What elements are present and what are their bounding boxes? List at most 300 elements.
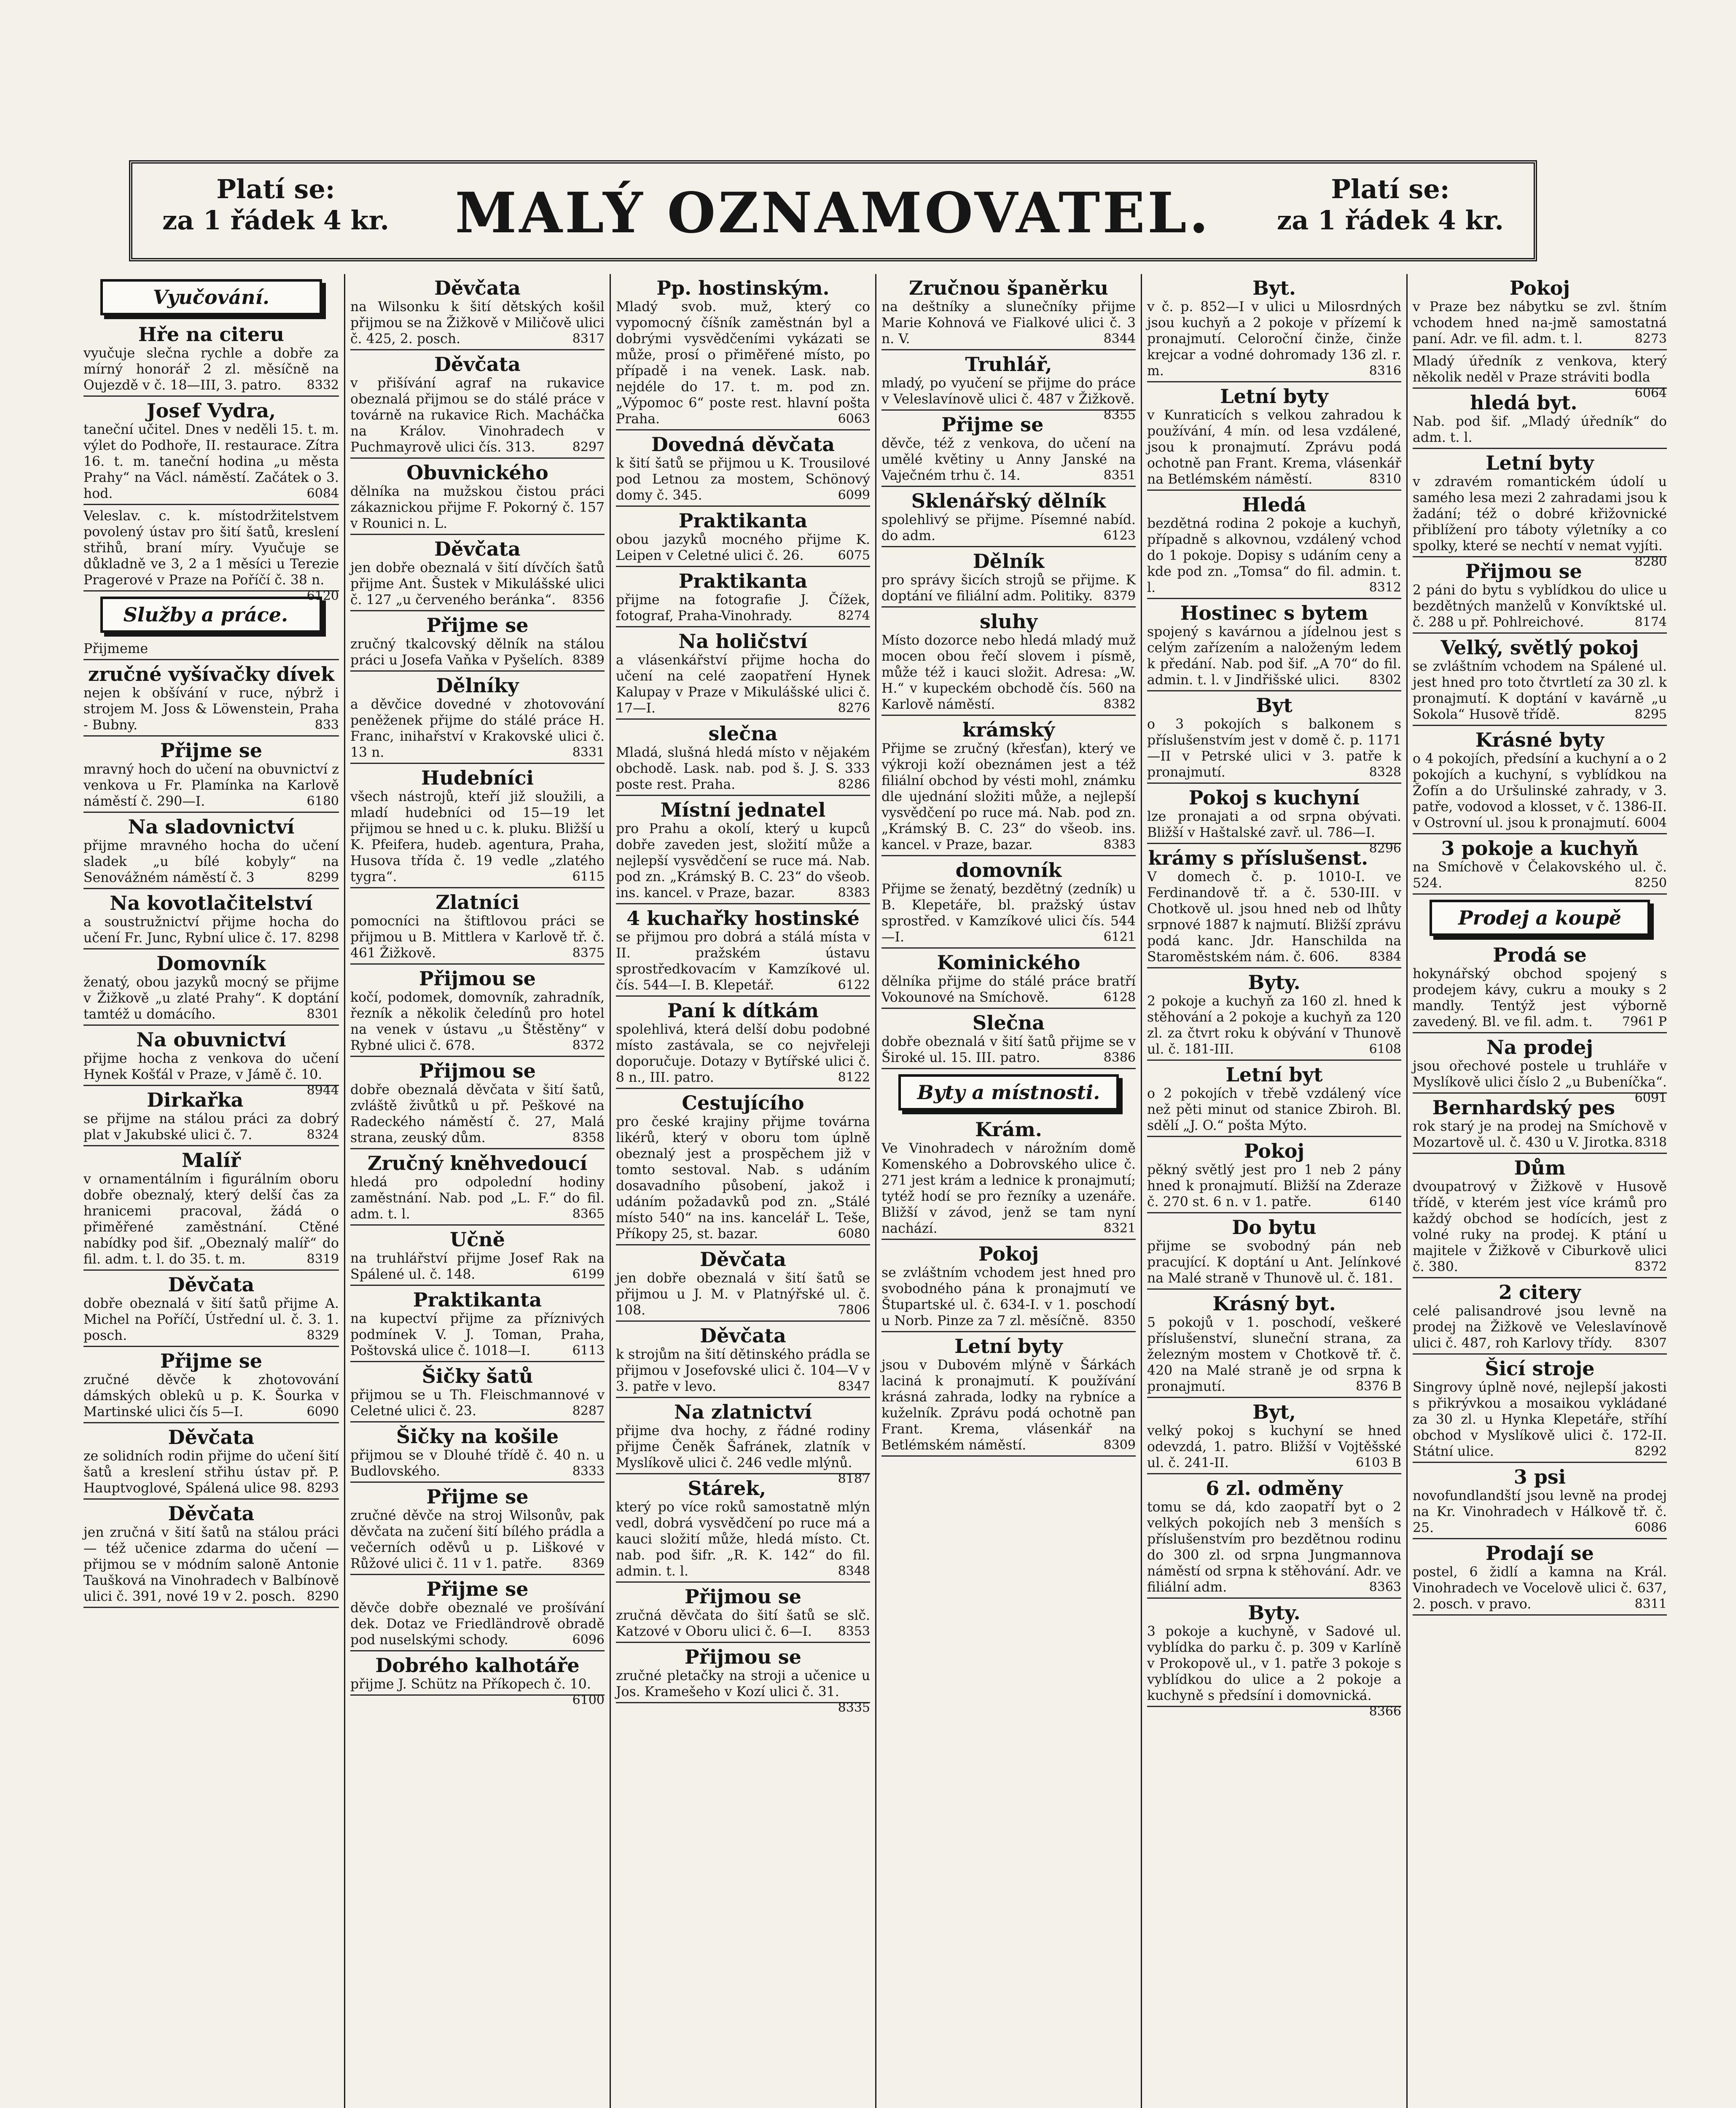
classified-ad: [616, 430, 870, 507]
ad-text: přijmou se u Th. Fleischmannové v Celetné ulici č. 23.: [350, 1387, 605, 1419]
classified-ad: [881, 856, 1136, 949]
ad-number: 8356: [572, 592, 605, 607]
ad-text: tomu se dá, kdo zaopatří byt o 2 velkých pokojích neb 3 menších s příslušenstvím pro bezdětnou rodinu do 300 zl. od srpna Jungmannova náměstí od srpna k stěhování. Adr. ve filiální adm.: [1147, 1500, 1401, 1595]
ad-number: 8276: [838, 701, 870, 715]
ad-headline: Truhlář,: [965, 353, 1052, 376]
ad-headline: zručné vyšívačky dívek: [88, 663, 335, 686]
ad-body: [881, 1034, 1136, 1066]
ad-headline: Děvčata: [168, 1502, 255, 1525]
ad-text: 5 pokojů v 1. poschodí, veškeré příslušenství, sluneční strana, za železným mostem v Chotkově tř. č. 420 na Malé straně je od srpna k pronajmutí.: [1147, 1315, 1401, 1394]
classified-ad: [83, 1271, 339, 1347]
ad-body: [1147, 1315, 1401, 1395]
ad-text: obou jazyků mocného přijme K. Leipen v Celetné ulici č. 26.: [616, 532, 870, 563]
ad-headline: Přijme se: [160, 739, 263, 762]
ad-body: [83, 1171, 339, 1267]
classified-ad: [83, 660, 339, 737]
ad-body: [881, 1357, 1136, 1453]
ad-text: novofundlandští jsou levně na prodej na Kr. Vinohradech v Hálkově tř. č. 25.: [1413, 1488, 1667, 1535]
ad-text: dělníka na mužskou čistou práci zákaznickou přijme F. Pokorný č. 157 v Rounici n. L.: [350, 484, 605, 531]
ad-headline: Pokoj: [1244, 1140, 1305, 1162]
ad-text: Přijme se zručný (křesťan), který ve výkroji koží obeznámen jest a též filiální obchod by vésti mohl, známku dle ujednání složiti může, a nejlepší vysvědčení po ruce má. Nab. pod zn. „Krámský B. C. 23“ do všeob. ins. kancel. v Praze, bazar.: [881, 741, 1136, 852]
ad-number: 6063: [838, 411, 870, 426]
ad-number: 6115: [572, 869, 605, 884]
ad-text: v zdravém romantickém údolí u samého lesa mezi 2 zahradami jsou k žadání; též o dobré křižovnické přiblížení pro táboty výletníky a co spolky, které se nechtí v nemat vyjíti.: [1413, 474, 1667, 554]
ad-body: [83, 1111, 339, 1143]
ad-headline: Zručný kněhvedoucí: [367, 1152, 588, 1175]
classified-ad: [1413, 1463, 1667, 1539]
ad-text: zručné děvče k zhotovování dámských oblekû u p. K. Šourka v Martinské ulici čís 5—I.: [83, 1372, 339, 1420]
price-note-left-bottom: za 1 řádek 4 kr.: [162, 205, 390, 236]
ad-number: 8353: [838, 1624, 870, 1639]
ad-body: [1413, 582, 1667, 630]
ad-body: [881, 632, 1136, 713]
ad-text: a děvčice dovedné v zhotovování peněženek přijme do stálé práce H. Franc, inihařství v Krakovské ulici č. 13 n.: [350, 697, 605, 760]
ad-number: 6128: [1103, 990, 1136, 1005]
ad-text: v přišívání agraf na rukavice obeznalá přijmou se do stálé práce v továrně na rukavice Rich. Macháčka na Králov. Vinohradech v Puchmayrově ulici čís. 313.: [350, 376, 605, 455]
ad-body: [881, 741, 1136, 853]
classified-ad: [616, 627, 870, 720]
ad-body: [1413, 859, 1667, 891]
ad-body: [350, 1676, 605, 1707]
classified-ad: [83, 889, 339, 949]
ad-text: k šití šatů se přijmou u K. Trousilové pod Letnou za mostem, Schönový domy č. 345.: [616, 456, 870, 503]
ad-text: Singrovy úplně nové, nejlepší jakosti s přikrývkou a mosaikou vykládané za 30 zl. u Hynka Klepetáře, stříhí obchod v Myslíkově ulici č. 172-II. Státní ulice.: [1413, 1380, 1667, 1459]
ad-headline: Na obuvnictví: [136, 1028, 286, 1051]
ad-body: [350, 1082, 605, 1146]
ad-body: [616, 455, 870, 503]
ad-body: [350, 1311, 605, 1359]
ad-body: [1147, 1086, 1401, 1134]
ad-headline: Zlatníci: [435, 891, 519, 914]
ad-text: rok starý je na prodej na Smíchově v Mozartově ul. č. 430 u V. Jirotka.: [1413, 1119, 1667, 1150]
ad-body: [350, 913, 605, 961]
ad-text: dvoupatrový v Žižkově v Husově třídě, v kterém jest více krámů pro každý obchod se hodících, jest z volné ruky na prodej. K ptání u majitele v Žižkově v Ciburkově ulici č. 380.: [1413, 1179, 1667, 1274]
ad-text: v Kunraticích s velkou zahradou k používání, 4 mín. od lesa vzdálené, jsou k pronajmutí. Zprávu podá ochotně pan Frant. Krema, vlásenkář na Betlémském náměstí.: [1147, 408, 1401, 487]
ad-text: všech nástrojů, kteří již sloužili, a mladí hudebníci od 15—19 let přijmou se hned u c. k. pluku. Bližší u K. Pfeifera, hudeb. agentura, Praha, Husova třída č. 19 vedle „zlatého tygra“.: [350, 789, 605, 885]
ad-number: 8287: [572, 1404, 605, 1418]
ad-column: [1141, 274, 1406, 2108]
classified-ad: [1413, 726, 1667, 834]
classified-ad: [1413, 1094, 1667, 1154]
ad-number: 8382: [1103, 697, 1136, 712]
section-heading: Prodej a koupě: [1430, 900, 1650, 936]
ad-headline: Byt.: [1252, 277, 1296, 299]
classified-ad: [616, 507, 870, 567]
ad-body: [616, 532, 870, 564]
ad-body: [1413, 353, 1667, 401]
ad-headline: Děvčata: [434, 538, 521, 560]
ad-text: v č. p. 852—I v ulici u Milosrdných jsou kuchyň a 2 pokoje v přízemí k pronajmutí. Celoroční činže, činže krejcar a vodné dohromady 136 zl. r. m.: [1147, 299, 1401, 379]
ad-headline: Přijmou se: [1465, 560, 1582, 583]
ad-headline: Zručnou španěrku: [909, 277, 1108, 299]
classified-ad: [1147, 1474, 1401, 1599]
ad-body: [1413, 751, 1667, 831]
ad-number: 8309: [1103, 1438, 1136, 1452]
ad-text: Přijme se ženatý, bezdětný (zedník) u B. Klepetáře, bl. pražský ústav sprostřed. v Kamzíkové ulici čís. 544—I.: [881, 882, 1136, 945]
ad-headline: Hře na citeru: [138, 323, 284, 346]
ad-body: [616, 1423, 870, 1486]
ad-body: [350, 484, 605, 532]
ad-body: [350, 789, 605, 885]
classified-columns: [78, 274, 1672, 2108]
ad-body: [1413, 299, 1667, 347]
ad-number: 8333: [572, 1464, 605, 1479]
classified-ad: [350, 1057, 605, 1149]
ad-body: [1413, 1179, 1667, 1275]
ad-body: [350, 1508, 605, 1572]
ad-headline: 3 pokoje a kuchyň: [1441, 837, 1639, 860]
ad-text: 3 pokoje a kuchyně, v Sadové ul. vyblídka do parku č. p. 309 v Karlíně v Prokopově ul., v 1. patře 3 pokoje s vyblídkou do ulice a 2 pokoje a kuchyně s předsíní i domovnická.: [1147, 1624, 1401, 1703]
ad-body: [1147, 624, 1401, 688]
classified-ad: [350, 274, 605, 350]
ad-number: 8389: [572, 653, 605, 667]
ad-body: [1413, 414, 1667, 446]
ad-body: [616, 745, 870, 793]
classified-ad: [350, 888, 605, 965]
newspaper-section-title: MALÝ OZNAMOVATEL.: [455, 180, 1211, 246]
ad-headline: Bernhardský pes: [1432, 1096, 1615, 1119]
ad-headline: Paní k dítkám: [667, 999, 819, 1022]
ad-body: [350, 989, 605, 1054]
ad-body: [1413, 1119, 1667, 1151]
ad-number: 8321: [1103, 1221, 1136, 1236]
ad-body: [83, 1525, 339, 1605]
classified-ad: [881, 608, 1136, 716]
ad-body: [881, 299, 1136, 347]
ad-body: [83, 508, 339, 603]
ad-number: 6099: [838, 488, 870, 503]
classified-ad: [881, 1240, 1136, 1332]
ad-headline: Domovník: [156, 952, 266, 975]
classified-ad: [83, 813, 339, 889]
ad-text: ženatý, obou jazyků mocný se přijme v Žižkově „u zlaté Prahy“. K doptání tamtéž u domácího.: [83, 975, 339, 1022]
ad-headline: Dělníky: [436, 674, 519, 697]
classified-ad: [350, 1422, 605, 1483]
ad-body: [83, 1372, 339, 1420]
ad-headline: hledá byt.: [1470, 391, 1577, 414]
ad-number: 8355: [1103, 408, 1136, 422]
ad-body: [616, 1668, 870, 1715]
ad-text: 2 páni do bytu s vyblídkou do ulice u bezdětných manželů v Konvíktské ul. č. 288 u př. Pohlreichové.: [1413, 583, 1667, 630]
ad-body: [616, 1270, 870, 1318]
classified-ad: [616, 1089, 870, 1245]
ad-text: přijme mravného hocha do učení sladek „u bílé kobyly“ na Senovážném náměstí č. 3: [83, 838, 339, 885]
ad-text: Mladý svob. muž, který co vypomocný číšník zaměstnán byl a dobrými vysvědčeními vykázati se může, prosí o přiměřené místo, po případě i na venek. Lask. nab. nejdéle do 17. t. m. pod zn. „Výpomoc 6“ poste rest. hlavní pošta Praha.: [616, 299, 870, 427]
ad-text: mladý, po vyučení se přijme do práce v Veleslavínově ulici č. 487 v Žižkově.: [881, 376, 1136, 407]
ad-headline: Byty.: [1248, 971, 1301, 994]
classified-ad: [616, 1398, 870, 1486]
ad-text: spolehlivý se přijme. Písemné nabíd. do adm.: [881, 512, 1136, 543]
classified-ad: [1147, 1290, 1401, 1398]
ad-number: 6100: [572, 1693, 605, 1707]
ad-number: 8280: [1634, 554, 1667, 569]
ad-text: o 3 pokojích s balkonem s příslušenstvím jest v domě č. p. 1171—II v Petrské ulici v 3. patře k pronajmutí.: [1147, 717, 1401, 780]
ad-body: [83, 1051, 339, 1098]
ad-text: děvče, též z venkova, do učení na umělé květiny u Anny Janské na Vaječném trhu č. 14.: [881, 436, 1136, 483]
ad-text: přijme se svobodný pán neb pracující. K doptání u Ant. Jelínkové na Malé straně v Thunově ul. č. 181.: [1147, 1239, 1401, 1286]
ad-body: [83, 838, 339, 886]
ad-headline: Přijmou se: [419, 967, 536, 990]
classified-ad: [83, 1146, 339, 1271]
ad-number: 8295: [1634, 707, 1667, 722]
ad-number: 8344: [1103, 331, 1136, 346]
ad-number: 8273: [1634, 331, 1667, 346]
ad-headline: Hudebníci: [421, 766, 534, 789]
ad-number: 8319: [306, 1252, 339, 1266]
ad-text: pomocníci na štiftlovou práci se přijmou u B. Mittlera v Karlově tř. č. 461 Žižkově.: [350, 914, 605, 961]
ad-text: se zvláštním vchodem na Spálené ul. jest hned pro toto čtvrtletí za 30 zl. k pronajmutí. K doptání v kavárně „u Sokola“ Husově třídě.: [1413, 659, 1667, 722]
ad-headline: Obuvnického: [406, 461, 548, 484]
ad-body: [350, 636, 605, 668]
ad-body: [1413, 1303, 1667, 1351]
classified-ad: [83, 737, 339, 813]
classified-ad: [1147, 1398, 1401, 1474]
ad-text: nejen k obšívání v ruce, nýbrž i strojem M. Joss & Löwenstein, Praha - Bubny.: [83, 686, 339, 733]
ad-body: [1413, 1379, 1667, 1460]
ad-number: 8363: [1369, 1580, 1401, 1594]
ad-number: 8174: [1634, 615, 1667, 629]
ad-headline: Přijme se: [941, 413, 1044, 436]
classified-ad: [1147, 1599, 1401, 1719]
ad-headline: 3 psi: [1513, 1465, 1566, 1488]
ad-headline: Krásný byt.: [1212, 1292, 1336, 1315]
ad-text: Místo dozorce nebo hledá mladý muž mocen obou řečí slovem i písmě, může též i kauci složit. Adresa: „W. H.“ v kupeckém obchodě čís. 560 na Karlově náměstí.: [881, 633, 1136, 712]
classified-ad: [83, 638, 339, 660]
ad-headline: Hledá: [1242, 493, 1306, 516]
ad-headline: Děvčata: [700, 1248, 786, 1271]
ad-headline: Dobrého kalhotáře: [375, 1654, 580, 1677]
ad-number: 6075: [838, 548, 870, 563]
ad-headline: Přijme se: [426, 1578, 529, 1600]
ad-headline: Letní byty: [954, 1335, 1063, 1358]
classified-ad: [616, 997, 870, 1089]
classified-ad: [1147, 1213, 1401, 1290]
ad-headline: Pokoj: [1509, 277, 1570, 299]
ad-text: zručné děvče na stroj Wilsonův, pak děvčata na zučení šití bílého prádla a večerních oděvů u p. Liškové v Růžové ulici č. 11 v 1. patře.: [350, 1508, 605, 1571]
ad-headline: Josef Vydra,: [146, 399, 276, 422]
classified-ad: [1147, 784, 1401, 856]
ad-number: 6180: [306, 794, 339, 809]
ad-number: 6108: [1369, 1042, 1401, 1057]
classified-ad: [1413, 389, 1667, 449]
ad-number: 6004: [1634, 815, 1667, 830]
ad-text: zručná děvčata do šití šatů se slč. Katzové v Oboru ulici č. 6—I.: [616, 1608, 870, 1639]
ad-number: 8335: [838, 1700, 870, 1715]
ad-headline: Šičky na košile: [396, 1425, 559, 1448]
ad-number: 6120: [306, 589, 339, 603]
ad-number: 8331: [572, 745, 605, 760]
classified-ad: [83, 505, 339, 603]
classified-ad: [1147, 491, 1401, 599]
ad-text: velký pokoj s kuchyní se hned odevzdá, 1. patro. Bližší v Vojtěšské ul. č. 241-II.: [1147, 1423, 1401, 1471]
ad-body: [881, 375, 1136, 422]
ad-body: [881, 1140, 1136, 1237]
ad-text: na deštníky a slunečníky přijme Marie Kohnová ve Fialkové ulici č. 3 n. V.: [881, 299, 1136, 347]
ad-number: 8312: [1369, 580, 1401, 595]
ad-headline: domovník: [955, 859, 1062, 882]
classified-ad: [350, 1575, 605, 1651]
ad-text: lze pronajati a od srpna obývati. Bližší v Haštalské zavř. ul. 786—I.: [1147, 809, 1401, 840]
ad-text: a soustružnictví přijme hocha do učení Fr. Junc, Rybní ulice č. 17.: [83, 914, 339, 946]
ad-number: 6122: [838, 978, 870, 992]
classified-ad: [83, 1347, 339, 1423]
ad-number: 8298: [306, 930, 339, 945]
ad-text: pro správy šicích strojů se přijme. K doptání ve filiální adm. Politiky.: [881, 573, 1136, 604]
ad-number: 8332: [306, 378, 339, 393]
ad-number: 8350: [1103, 1313, 1136, 1328]
section-heading: Služby a práce.: [100, 597, 322, 633]
classified-ad: [83, 1500, 339, 1608]
ad-body: [881, 512, 1136, 544]
ad-headline: Na zlatnictví: [674, 1401, 812, 1423]
ad-text: Přijmeme: [83, 641, 148, 656]
classified-ad: [1413, 1154, 1667, 1278]
classified-ad: [881, 716, 1136, 856]
ad-body: [350, 1447, 605, 1479]
classified-ad: [83, 949, 339, 1026]
classified-ad: [881, 274, 1136, 350]
ad-number: 8384: [1369, 949, 1401, 964]
ad-text: který po více roků samostatně mlýn vedl, dobrá vysvědčení po ruce má a kauci složití může, hledá místo. Ct. nab. pod šifr. „R. K. 142“ do fil. admin. t. l.: [616, 1500, 870, 1579]
ad-headline: sluhy: [980, 610, 1037, 633]
classified-ad: [616, 1474, 870, 1583]
ad-body: [881, 881, 1136, 945]
ad-headline: Pokoj s kuchyní: [1188, 786, 1360, 809]
ad-headline: Stárek,: [688, 1477, 766, 1500]
ad-text: pro Prahu a okolí, který u kupců dobře zaveden jest, složití může a nejlepší vysvědčení se ruce má. Nab. pod zn. „Krámský B. C. 23“ do všeob. ins. kancel. v Praze, bazar.: [616, 821, 870, 901]
ad-text: dobře obeznalá v šití šatů přijme A. Michel na Poříčí, Ústřední ul. č. 3. 1. posch.: [83, 1296, 339, 1343]
ad-number: 8286: [838, 777, 870, 792]
ad-body: [1413, 966, 1667, 1030]
ad-body: [616, 1114, 870, 1242]
ad-body: [350, 375, 605, 455]
ad-headline: Byt,: [1252, 1401, 1296, 1423]
classified-ad: [1413, 274, 1667, 350]
ad-number: 6199: [572, 1267, 605, 1282]
ad-text: spojený s kavárnou a jídelnou jest s celým zařízením a naloženým ledem k předání. Nab. pod šif. „A 70“ do fil. admin. t. l. v Jindřišské ulici.: [1147, 624, 1401, 688]
ad-body: [1413, 659, 1667, 723]
ad-headline: Byt: [1256, 694, 1293, 717]
ad-body: [1413, 1058, 1667, 1105]
ad-headline: Přijmou se: [685, 1585, 801, 1608]
ad-column: [344, 274, 610, 2108]
ad-body: [616, 652, 870, 716]
ad-headline: Učně: [450, 1228, 505, 1251]
ad-body: [83, 422, 339, 502]
ad-headline: Přijme se: [426, 1485, 529, 1508]
ad-headline: Děvčata: [700, 1324, 786, 1347]
classified-ad: [616, 567, 870, 627]
ad-text: postel, 6 židlí a kamna na Král. Vinohradech ve Vocelově ulici č. 637, 2. posch. v pravo.: [1413, 1565, 1667, 1612]
classified-ad: [1147, 382, 1401, 491]
ad-text: pěkný světlý jest pro 1 neb 2 pány hned k pronajmutí. Bližší na Zderaze č. 270 st. 6 n. v 1. patře.: [1147, 1162, 1401, 1210]
ad-body: [83, 345, 339, 393]
ad-text: dobře obeznalá v šití šatů přijme se v Široké ul. 15. III. patro.: [881, 1034, 1136, 1065]
price-note-right: [1255, 174, 1525, 236]
classified-ad: [350, 672, 605, 764]
ad-headline: Pokoj: [978, 1242, 1039, 1265]
ad-text: přijmou se v Dlouhé třídě č. 40 n. u Budlovského.: [350, 1448, 605, 1479]
ad-number: 8328: [1369, 765, 1401, 780]
ad-number: 6064: [1634, 386, 1667, 401]
ad-headline: 6 zl. odměny: [1206, 1477, 1343, 1500]
ad-number: 8317: [572, 331, 605, 346]
ad-number: 8187: [838, 1471, 870, 1486]
classified-ad: [1413, 941, 1667, 1033]
ad-number: 6096: [572, 1632, 605, 1647]
ad-number: 8375: [572, 946, 605, 960]
ad-number: 6080: [838, 1226, 870, 1241]
classified-ad: [881, 350, 1136, 422]
ad-body: [350, 299, 605, 347]
ad-column: [78, 274, 344, 2108]
ad-number: 8318: [1634, 1135, 1667, 1150]
ad-text: celé palisandrové jsou levně na prodej na Žižkově ve Veleslavínově ulici č. 487, roh Karlovy třídy.: [1413, 1304, 1667, 1351]
ad-number: 8348: [838, 1564, 870, 1578]
ad-headline: Přijmou se: [419, 1059, 536, 1082]
ad-number: 8383: [1103, 837, 1136, 852]
ad-number: 8324: [306, 1127, 339, 1142]
ad-number: 8301: [306, 1007, 339, 1022]
classified-ad: [616, 274, 870, 430]
ad-headline: Děvčata: [434, 353, 521, 376]
ad-text: zručné pletačky na stroji a učenice u Jos. Kramešeho v Kozí ulici č. 31.: [616, 1668, 870, 1699]
classified-ad: [1147, 844, 1401, 968]
classified-ad: [616, 1245, 870, 1322]
classified-ad: [1413, 449, 1667, 569]
ad-body: [83, 1448, 339, 1496]
price-note-right-bottom: za 1 řádek 4 kr.: [1276, 205, 1504, 236]
ad-text: Mladá, slušná hledá místo v nějakém obchodě. Lask. nab. pod š. J. S. 333 poste rest. Praha.: [616, 745, 870, 792]
ad-text: Ve Vinohradech v nárožním domě Komenského a Dobrovského ulice č. 271 jest krám a lednice k pronajmutí; tytéž hodí se pro řezníky a uzenáře. Bližší v závod, jenž se tam nyní nachází.: [881, 1141, 1136, 1236]
ad-text: v Praze bez nábytku se zvl. štním vchodem hned na-jmě samostatná paní. Adr. ve fil. adm. t. l.: [1413, 299, 1667, 347]
ad-text: vyučuje slečna rychle a dobře za mírný honorář 2 zl. měsíčně na Oujezdě v č. 18—III, 3. patro.: [83, 346, 339, 393]
ad-headline: Přijme se: [426, 614, 529, 637]
ad-text: se přijme na stálou práci za dobrý plat v Jakubské ulici č. 7.: [83, 1111, 339, 1143]
ad-body: [616, 299, 870, 427]
ad-headline: Velký, světlý pokoj: [1440, 636, 1639, 659]
classified-ad: [350, 350, 605, 459]
classified-ad: [881, 1009, 1136, 1069]
ad-text: přijme J. Schütz na Příkopech č. 10.: [350, 1677, 591, 1692]
classified-ad: [350, 1362, 605, 1422]
ad-text: se zvláštním vchodem jest hned pro svobodného pána k pronajmutí ve Štupartské ul. č. 634-I. v 1. poschodí u Norb. Pinze za 7 zl. měsíčně.: [881, 1265, 1136, 1328]
ad-headline: Místní jednatel: [660, 799, 826, 821]
ad-number: 8302: [1369, 672, 1401, 687]
classified-ad: [616, 1583, 870, 1643]
ad-body: [350, 1250, 605, 1283]
ad-body: [881, 436, 1136, 484]
ad-number: 8311: [1634, 1597, 1667, 1611]
ad-headline: Praktikanta: [678, 509, 808, 532]
ad-headline: 4 kuchařky hostinské: [626, 907, 860, 930]
classified-ad: [350, 459, 605, 535]
ad-body: [1147, 1624, 1401, 1719]
ad-number: 8365: [572, 1207, 605, 1221]
ad-text: pro české krajiny přijme továrna likérů, který v oboru tom úplně obeznalý jest a prospěchem již v tomto sestoval. Nab. s udáním dosavadního působení, jakož i udáním požadavků pod zn. „Stálé místo 540“ na ins. kancelář L. Teše, Příkopy 25, st. bazar.: [616, 1114, 870, 1242]
ad-body: [350, 696, 605, 761]
ad-text: dobře obeznalá děvčata v šití šatů, zvláště živůtků u př. Peškové na Radeckého náměstí č. 27, Malá strana, zeuský dům.: [350, 1082, 605, 1145]
classified-ad: [881, 1116, 1136, 1240]
classified-ad: [350, 535, 605, 611]
ad-headline: Na kovotlačitelství: [110, 892, 313, 914]
masthead: [129, 160, 1537, 261]
ad-headline: Na sladovnictví: [128, 815, 295, 838]
ad-text: a vlásenkářství přijme hocha do učení na celé zaopatření Hynek Kalupay v Praze v Mikulášské ulici č. 17—I.: [616, 653, 870, 716]
classified-ad: [1147, 1137, 1401, 1213]
ad-number: 8944: [306, 1083, 339, 1098]
ad-body: [616, 1347, 870, 1395]
